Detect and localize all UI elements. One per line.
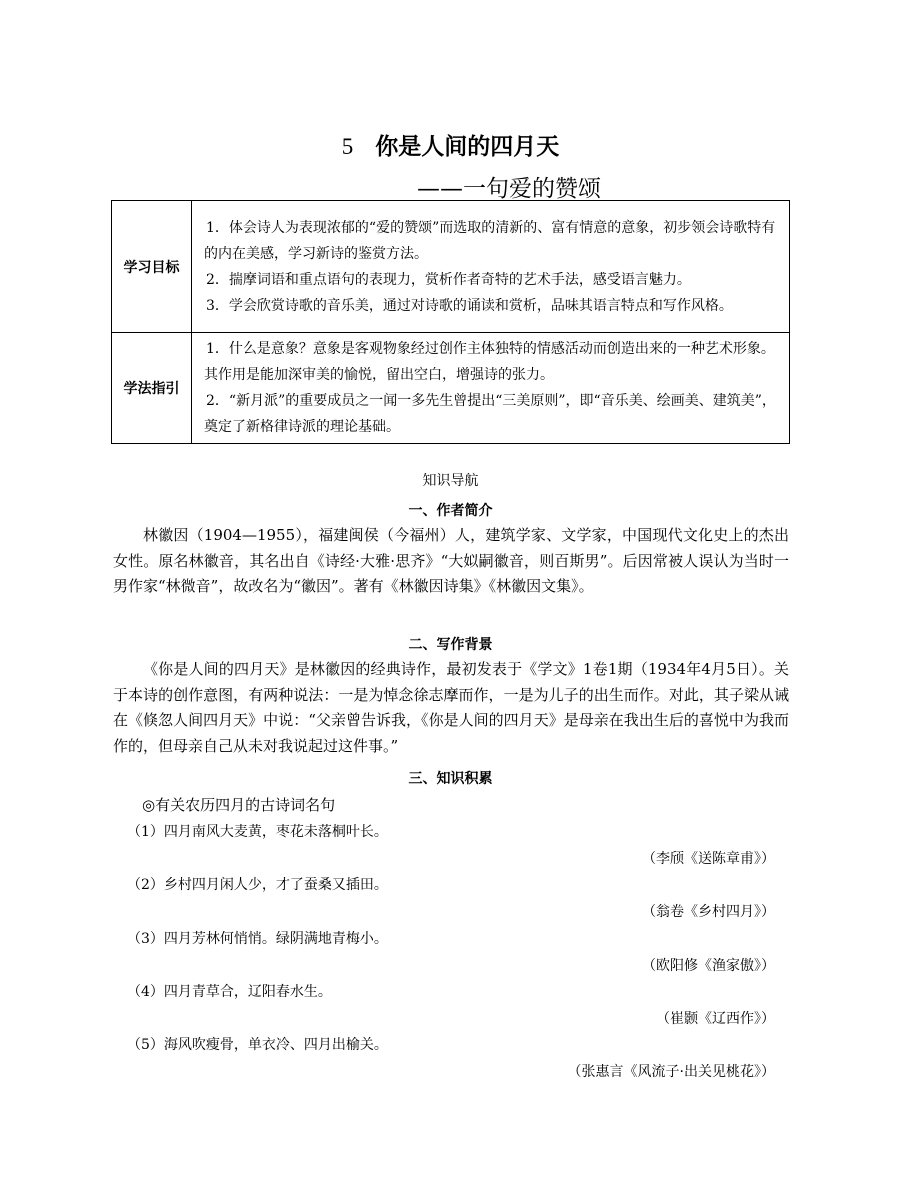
- poem-line: （3）四月芳林何悄悄。绿阴满地青梅小。: [127, 931, 388, 947]
- poem-line: （4）四月青草合，辽阳春水生。: [127, 984, 332, 1000]
- poem-line: （1）四月南风大麦黄，枣花未落桐叶长。: [127, 824, 388, 840]
- poem-line: （2）乡村四月闲人少，才了蚕桑又插田。: [127, 877, 388, 893]
- section-author-text: 林徽因（1904—1955），福建闽侯（今福州）人，建筑学家、文学家，中国现代文化史上的杰出女性。原名林徽音，其名出自《诗经·大雅·思齐》“大姒嗣徽音，则百斯男”。后因常被人误认为当时一男作家“林微音”，故改名为“徽因”。著有《林徽因诗集》《林徽因文集》。: [113, 526, 789, 595]
- section-author-title: 一、作者简介: [408, 503, 493, 519]
- poem-source: （李颀《送陈章甫》）: [642, 851, 775, 867]
- method-item: 2．“新月派”的重要成员之一闻一多先生曾提出“三美原则”，即“音乐美、绘画美、建筑美”，奠定了新格律诗派的理论基础。: [204, 393, 776, 435]
- objectives-content: [192, 201, 790, 333]
- objective-item: 2．揣摩词语和重点语句的表现力，赏析作者奇特的艺术手法，感受语言魅力。: [206, 271, 691, 288]
- objective-item: 3．学会欣赏诗歌的音乐美，通过对诗歌的诵读和赏析，品味其语言特点和写作风格。: [206, 297, 733, 314]
- lesson-subtitle: ——一句爱的赞颂: [417, 176, 601, 202]
- lesson-title: [0, 128, 901, 161]
- objectives-row: [112, 201, 790, 333]
- section-background-text: 《你是人间的四月天》是林徽因的经典诗作，最初发表于《学文》1卷1期（1934年4月5日）。关于本诗的创作意图，有两种说法：一是为悼念徐志摩而作，一是为儿子的出生而作。对此，其子梁从诫在《倏忽人间四月天》中说：“父亲曾告诉我，《你是人间的四月天》是母亲在我出生后的喜悦中为我而作的，但母亲自己从未对我说起过这件事。”: [113, 660, 789, 755]
- section-background-title: 二、写作背景: [408, 637, 493, 653]
- lesson-number: 5: [341, 134, 354, 159]
- poem-source: （崔颢《辽西作》）: [656, 1011, 775, 1027]
- goals-table: [111, 200, 790, 444]
- objectives-label: 学习目标: [112, 201, 192, 333]
- poem-source: （欧阳修《渔家傲》）: [642, 958, 775, 974]
- methods-label: 学法指引: [112, 333, 192, 444]
- accumulation-intro: ◎有关农历四月的古诗词名句: [142, 796, 336, 814]
- objective-item: 1．体会诗人为表现浓郁的“爱的赞颂”而选取的清新的、富有情意的意象，初步领会诗歌特有的内在美感，学习新诗的鉴赏方法。: [204, 219, 776, 262]
- methods-content: [192, 333, 790, 444]
- poem-source: （张惠言《风流子·出关见桃花》）: [567, 1064, 775, 1080]
- knowledge-heading: 知识导航: [422, 473, 479, 489]
- poem-source: （翁卷《乡村四月》）: [642, 904, 775, 920]
- method-item: 1．什么是意象？意象是客观物象经过创作主体独特的情感活动而创造出来的一种艺术形象。其作用是能加深审美的愉悦，留出空白，增强诗的张力。: [204, 341, 775, 383]
- lesson-title-text: 你是人间的四月天: [375, 134, 560, 160]
- section-accumulation-title: 三、知识积累: [408, 771, 493, 787]
- poem-line: （5）海风吹瘦骨，单衣冷、四月出榆关。: [127, 1037, 388, 1053]
- methods-row: [112, 333, 790, 444]
